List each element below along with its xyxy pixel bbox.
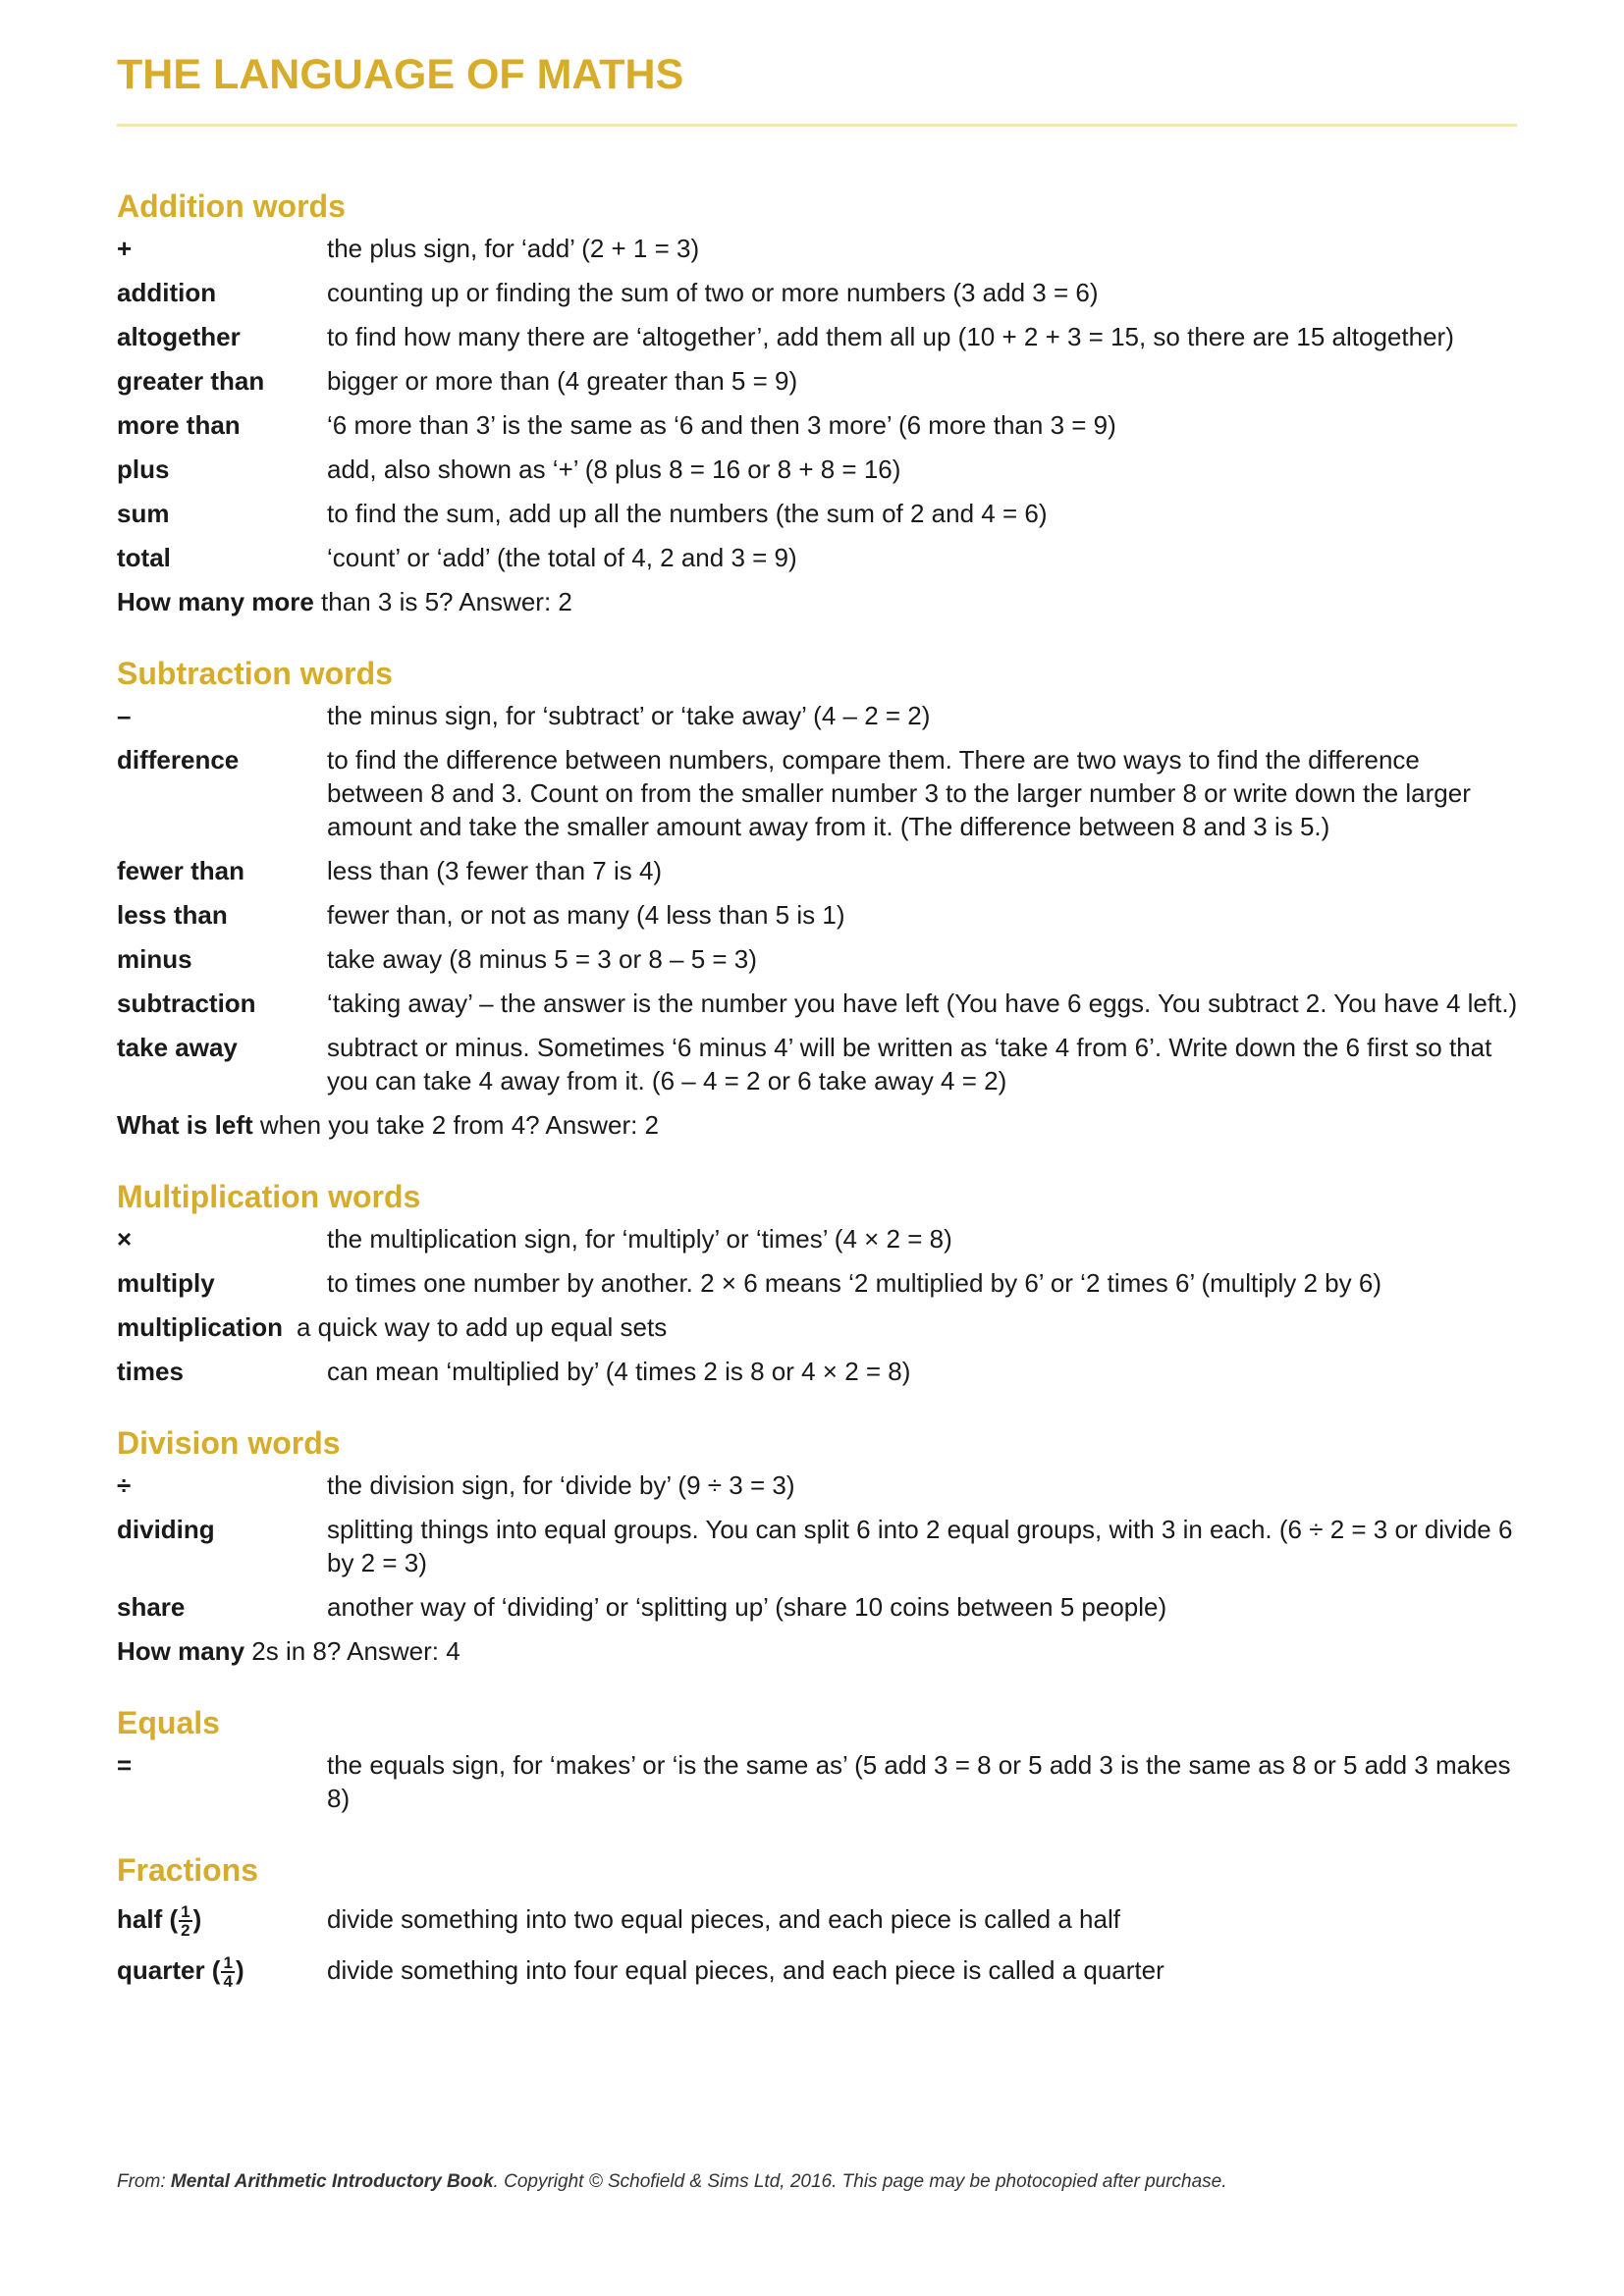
question-keyword: How many more bbox=[117, 587, 314, 616]
term: plus bbox=[117, 454, 170, 484]
term: multiply bbox=[117, 1268, 215, 1298]
term bbox=[117, 1947, 327, 1994]
book-title: Mental Arithmetic Introductory Book bbox=[170, 2171, 494, 2192]
glossary-row bbox=[117, 743, 1521, 843]
denominator: 4 bbox=[223, 1972, 233, 1992]
term: = bbox=[117, 1750, 133, 1780]
definition: to find how many there are ‘altogether’, add them all up (10 + 2 + 3 = 15, so there are 15 altogether) bbox=[327, 322, 1454, 351]
glossary-row bbox=[117, 1513, 1521, 1579]
term: share bbox=[117, 1592, 186, 1622]
glossary-row bbox=[117, 1468, 1521, 1502]
section-heading: Fractions bbox=[117, 1852, 259, 1888]
glossary-row bbox=[117, 453, 1521, 486]
term: altogether bbox=[117, 322, 241, 351]
section-addition bbox=[117, 187, 1521, 618]
definition: the multiplication sign, for ‘multiply’ or ‘times’ (4 × 2 = 8) bbox=[327, 1224, 952, 1254]
definition: counting up or finding the sum of two or more numbers (3 add 3 = 6) bbox=[327, 278, 1099, 307]
numerator: 1 bbox=[181, 1902, 190, 1922]
fraction-one-half bbox=[179, 1903, 191, 1939]
definition: to find the sum, add up all the numbers (the sum of 2 and 4 = 6) bbox=[327, 499, 1048, 528]
glossary-row bbox=[117, 1748, 1521, 1815]
glossary-row bbox=[117, 1222, 1521, 1255]
definition: a quick way to add up equal sets bbox=[297, 1312, 668, 1342]
term: ÷ bbox=[117, 1470, 132, 1500]
definition: add, also shown as ‘+’ (8 plus 8 = 16 or 8 + 8 = 16) bbox=[327, 454, 901, 484]
definition: can mean ‘multiplied by’ (4 times 2 is 8 or 4 × 2 = 8) bbox=[327, 1357, 911, 1386]
section-fractions bbox=[117, 1850, 1521, 1994]
glossary-row bbox=[117, 1896, 1521, 1943]
title-divider bbox=[117, 124, 1517, 127]
definition: ‘count’ or ‘add’ (the total of 4, 2 and 3 = 9) bbox=[327, 543, 797, 572]
term: more than bbox=[117, 410, 241, 440]
example-question bbox=[117, 1108, 1521, 1142]
section-heading: Division words bbox=[117, 1425, 341, 1461]
glossary-row bbox=[117, 1355, 1521, 1388]
glossary-row bbox=[117, 1031, 1521, 1097]
term bbox=[117, 1896, 327, 1943]
definition: divide something into two equal pieces, and each piece is called a half bbox=[327, 1904, 1120, 1934]
question-keyword: How many bbox=[117, 1636, 245, 1666]
term: subtraction bbox=[117, 988, 256, 1018]
glossary-row bbox=[117, 898, 1521, 932]
definition: less than (3 fewer than 7 is 4) bbox=[327, 856, 663, 885]
definition: ‘taking away’ – the answer is the number you have left (You have 6 eggs. You subtract 2. You have 4 left.) bbox=[327, 988, 1518, 1018]
definition: ‘6 more than 3’ is the same as ‘6 and then 3 more’ (6 more than 3 = 9) bbox=[327, 410, 1116, 440]
definition: take away (8 minus 5 = 3 or 8 – 5 = 3) bbox=[327, 944, 757, 974]
glossary-content bbox=[117, 187, 1521, 2029]
term: minus bbox=[117, 944, 192, 974]
term: sum bbox=[117, 499, 170, 528]
term-label: quarter ( bbox=[117, 1955, 221, 1985]
example-question bbox=[117, 1634, 1521, 1668]
section-heading: Addition words bbox=[117, 188, 346, 224]
section-heading: Subtraction words bbox=[117, 656, 393, 691]
definition: divide something into four equal pieces, and each piece is called a quarter bbox=[327, 1955, 1164, 1985]
term-close: ) bbox=[192, 1904, 202, 1934]
section-division bbox=[117, 1423, 1521, 1668]
footer-prefix: From: bbox=[117, 2171, 171, 2192]
glossary-row bbox=[117, 942, 1521, 976]
term: dividing bbox=[117, 1515, 215, 1544]
definition: the division sign, for ‘divide by’ (9 ÷ 3 = 3) bbox=[327, 1470, 795, 1500]
section-equals bbox=[117, 1703, 1521, 1815]
term: – bbox=[117, 701, 132, 730]
glossary-row bbox=[117, 497, 1521, 530]
term: fewer than bbox=[117, 856, 245, 885]
glossary-row bbox=[117, 1590, 1521, 1624]
glossary-row bbox=[117, 364, 1521, 398]
fraction-one-quarter bbox=[221, 1954, 234, 1990]
definition: to find the difference between numbers, compare them. There are two ways to find the difference between 8 and 3. Count on from the smaller number 3 to the larger number 8 or write down the larger amount and take the smaller amount away from it. (The difference between 8 and 3 is 5.) bbox=[327, 745, 1471, 841]
glossary-row bbox=[117, 276, 1521, 309]
term: multiplication bbox=[117, 1312, 283, 1342]
section-heading: Equals bbox=[117, 1705, 220, 1740]
glossary-row bbox=[117, 1310, 1521, 1344]
glossary-row bbox=[117, 699, 1521, 732]
glossary-row bbox=[117, 854, 1521, 887]
question-text: 2s in 8? Answer: 4 bbox=[244, 1636, 460, 1666]
term: total bbox=[117, 543, 171, 572]
definition: the minus sign, for ‘subtract’ or ‘take away’ (4 – 2 = 2) bbox=[327, 701, 931, 730]
term: less than bbox=[117, 900, 228, 930]
term: × bbox=[117, 1224, 133, 1254]
definition: bigger or more than (4 greater than 5 = 9) bbox=[327, 366, 798, 396]
glossary-row bbox=[117, 987, 1521, 1020]
definition: to times one number by another. 2 × 6 means ‘2 multiplied by 6’ or ‘2 times 6’ (multiply 2 by 6) bbox=[327, 1268, 1381, 1298]
page-title: THE LANGUAGE OF MATHS bbox=[117, 51, 684, 98]
term: addition bbox=[117, 278, 217, 307]
glossary-row bbox=[117, 1947, 1521, 1994]
definition: fewer than, or not as many (4 less than 5 is 1) bbox=[327, 900, 845, 930]
term: greater than bbox=[117, 366, 265, 396]
definition: splitting things into equal groups. You can split 6 into 2 equal groups, with 3 in each. (6 ÷ 2 = 3 or divide 6 by 2 = 3) bbox=[327, 1515, 1513, 1577]
definition: the plus sign, for ‘add’ (2 + 1 = 3) bbox=[327, 234, 700, 263]
term-close: ) bbox=[235, 1955, 244, 1985]
section-multiplication bbox=[117, 1177, 1521, 1388]
copyright-footer bbox=[117, 2171, 1227, 2193]
term: + bbox=[117, 234, 133, 263]
glossary-row bbox=[117, 232, 1521, 265]
footer-copyright: . Copyright © Schofield & Sims Ltd, 2016. This page may be photocopied after purchase. bbox=[493, 2171, 1227, 2192]
section-subtraction bbox=[117, 654, 1521, 1142]
glossary-row bbox=[117, 320, 1521, 353]
glossary-row bbox=[117, 541, 1521, 574]
term: times bbox=[117, 1357, 184, 1386]
definition: the equals sign, for ‘makes’ or ‘is the same as’ (5 add 3 = 8 or 5 add 3 is the same as 8 or 5 add 3 makes 8) bbox=[327, 1750, 1511, 1813]
glossary-row bbox=[117, 1266, 1521, 1300]
question-keyword: What is left bbox=[117, 1110, 253, 1140]
term: take away bbox=[117, 1033, 238, 1062]
term-label: half ( bbox=[117, 1904, 179, 1934]
glossary-row bbox=[117, 408, 1521, 442]
term: difference bbox=[117, 745, 240, 774]
numerator: 1 bbox=[223, 1953, 233, 1973]
definition: another way of ‘dividing’ or ‘splitting up’ (share 10 coins between 5 people) bbox=[327, 1592, 1167, 1622]
question-text: when you take 2 from 4? Answer: 2 bbox=[252, 1110, 660, 1140]
denominator: 2 bbox=[181, 1921, 190, 1941]
question-text: than 3 is 5? Answer: 2 bbox=[313, 587, 572, 616]
definition: subtract or minus. Sometimes ‘6 minus 4’ will be written as ‘take 4 from 6’. Write down the 6 first so that you can take 4 away from it. (6 – 4 = 2 or 6 take away 4 = 2) bbox=[327, 1033, 1492, 1095]
section-heading: Multiplication words bbox=[117, 1179, 421, 1214]
example-question bbox=[117, 585, 1521, 618]
